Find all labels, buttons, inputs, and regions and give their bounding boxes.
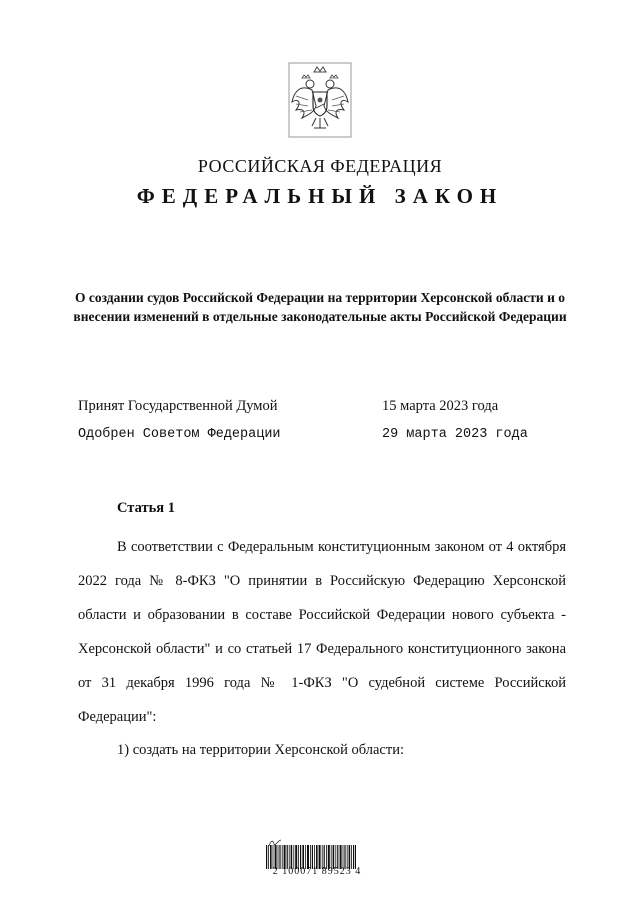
article-heading: Статья 1 [117,500,175,516]
adoption-date: 15 марта 2023 года [382,398,499,414]
law-title: О создании судов Российской Федерации на территории Херсонской области и о внесении изменений в отдельные законодательные акты Российской Федерации [73,290,567,324]
article-list-item: 1) создать на территории Херсонской области: [117,742,404,758]
adoption-label: Принят Государственной Думой [78,398,278,414]
signature-mark-icon [268,835,282,845]
country-heading: РОССИЙСКАЯ ФЕДЕРАЦИЯ [197,156,443,176]
coat-of-arms-emblem-icon [288,62,352,138]
adoption-label: Одобрен Советом Федерации [78,427,281,442]
article-paragraph: В соответствии с Федеральным конституционным законом от 4 октября 2022 года № 8-ФКЗ "О принятии в Российскую Федерацию Херсонской области и образовании в составе Российской Федерации нового субъекта - Херсонской области" и со статьей 17 Федерального конституционного закона от 31 декабря 1996 года № 1-ФКЗ "О судебной системе Российской Федерации": [78,539,566,725]
barcode-number: 2 100071 89523 4 [272,866,362,877]
document-type-heading: ФЕДЕРАЛЬНЫЙ ЗАКОН [136,184,504,208]
adoption-date: 29 марта 2023 года [382,427,528,442]
